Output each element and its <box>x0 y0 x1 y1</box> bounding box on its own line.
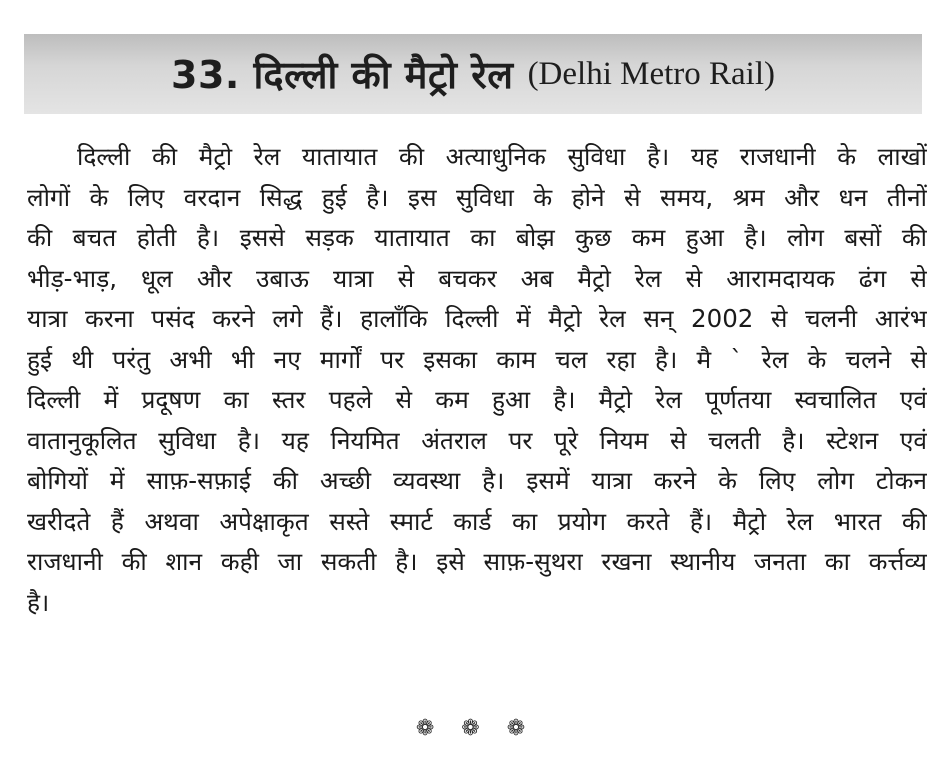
ornament-divider <box>0 716 947 741</box>
title-english: (Delhi Metro Rail) <box>527 55 775 92</box>
paragraph-line: वातानुकूलित सुविधा है। यह नियमित अंतराल पर पूरे नियम से चलती है। स्टेशन एवं <box>27 425 927 455</box>
paragraph-line: राजधानी की शान कही जा सकती है। इसे साफ़-सुथरा रखना स्थानीय जनता का कर्त्तव्य <box>27 547 927 576</box>
paragraph-line: भीड़-भाड़, धूल और उबाऊ यात्रा से बचकर अब मैट्रो रेल से आरामदायक ढंग से <box>27 263 927 293</box>
flower-ornament-icon: ❁ <box>506 716 532 741</box>
paragraph-line: खरीदते हैं अथवा अपेक्षाकृत सस्ते स्मार्ट कार्ड का प्रयोग करते हैं। मैट्रो रेल भारत की <box>27 506 927 536</box>
paragraph-line: है। <box>27 587 50 617</box>
paragraph-line: दिल्ली में प्रदूषण का स्तर पहले से कम हुआ है। मैट्रो रेल पूर्णतया स्वचालित एवं <box>27 385 927 414</box>
paragraph-line: यात्रा करना पसंद करने लगे हैं। हालाँकि दिल्ली में मैट्रो रेल सन् 2002 से चलनी आरंभ <box>27 304 927 333</box>
paragraph-line: दिल्ली की मैट्रो रेल यातायात की अत्याधुनिक सुविधा है। यह राजधानी के लाखों <box>77 142 927 171</box>
paragraph-line: लोगों के लिए वरदान सिद्ध हुई है। इस सुविधा के होने से समय, श्रम और धन तीनों <box>27 182 927 212</box>
paragraph-line: बोगियों में साफ़-सफ़ाई की अच्छी व्यवस्था है। इसमें यात्रा करने के लिए लोग टोकन <box>27 466 927 495</box>
title-hindi: 33. दिल्ली की मैट्रो रेल <box>171 53 514 97</box>
flower-ornament-icon: ❁ <box>415 716 441 741</box>
title-banner <box>24 34 922 114</box>
essay-paragraph <box>27 137 927 623</box>
paragraph-line: हुई थी परंतु अभी भी नए मार्गों पर इसका काम चल रहा है। मै ` रेल के चलने से <box>27 344 927 374</box>
paragraph-line: की बचत होती है। इससे सड़क यातायात का बोझ कुछ कम हुआ है। लोग बसों की <box>27 223 927 252</box>
flower-ornament-icon: ❁ <box>461 716 486 741</box>
